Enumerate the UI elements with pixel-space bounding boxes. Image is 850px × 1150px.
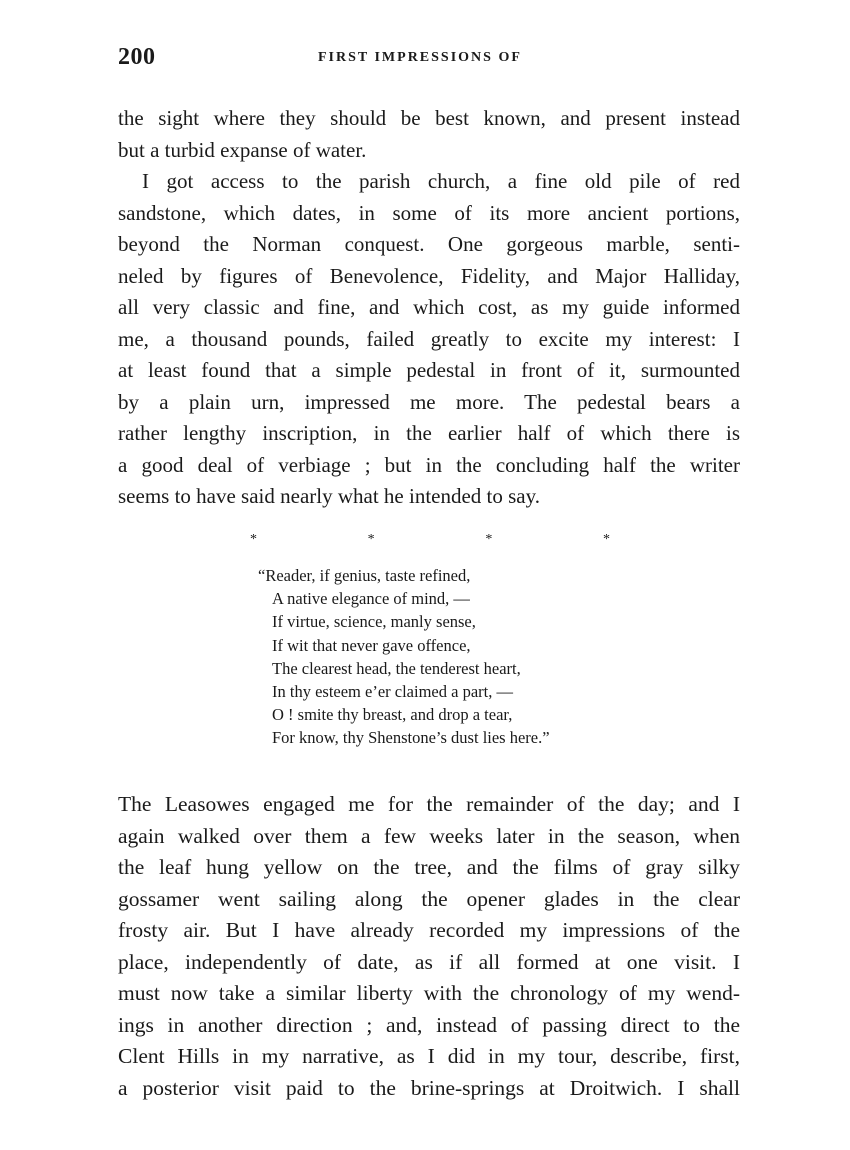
text-line: a posterior visit paid to the brine-springs at Droitwich. I shall [118, 1075, 740, 1100]
text-line: the sight where they should be best known, and present instead [118, 106, 740, 130]
poem-line: A native elegance of mind, — [272, 589, 470, 609]
section-stars [250, 532, 610, 556]
text-line: the leaf hung yellow on the tree, and the films of gray silky [118, 855, 740, 879]
text-line: all very classic and fine, and which cost, as my guide informed [118, 295, 740, 319]
text-line: at least found that a simple pedestal in front of it, surmounted [118, 358, 740, 382]
text-line: gossamer went sailing along the opener glades in the clear [118, 886, 740, 911]
poem-line: The clearest head, the tenderest heart, [272, 658, 521, 678]
text-line: sandstone, which dates, in some of its more ancient portions, [118, 200, 740, 225]
text-line: rather lengthy inscription, in the earlier half of which there is [118, 421, 740, 445]
text-line: place, independently of date, as if all formed at one visit. I [118, 949, 740, 974]
text-line: must now take a similar liberty with the chronology of my wend- [118, 981, 740, 1005]
text-line: The Leasowes engaged me for the remainder of the day; and I [118, 792, 740, 816]
poem-line: In thy esteem e’er claimed a part, — [272, 682, 513, 702]
page-number: 200 [118, 44, 156, 70]
text-line: me, a thousand pounds, failed greatly to excite my interest: I [118, 326, 740, 351]
star-ornament: * [602, 532, 610, 547]
poem-line: If virtue, science, manly sense, [272, 612, 476, 632]
star-ornament: * [250, 532, 257, 547]
star-ornament: * [485, 532, 493, 547]
page-header [118, 44, 738, 80]
star-ornament: * [367, 532, 375, 547]
epitaph-poem [258, 564, 678, 750]
text-line: seems to have said nearly what he intended to say. [118, 484, 541, 508]
text-line: again walked over them a few weeks later in the season, when [118, 823, 740, 848]
text-line: beyond the Norman conquest. One gorgeous marble, senti- [118, 232, 740, 256]
poem-line: For know, thy Shenstone’s dust lies here.” [272, 728, 550, 748]
text-line: a good deal of verbiage ; but in the concluding half the writer [118, 452, 740, 477]
text-line: but a turbid expanse of water. [118, 137, 367, 162]
text-line: by a plain urn, impressed me more. The pedestal bears a [118, 389, 740, 414]
text-line: I got access to the parish church, a fine old pile of red [142, 169, 740, 193]
poem-line: If wit that never gave offence, [272, 635, 471, 655]
paragraph-continued [118, 103, 740, 166]
paragraph-parish-church [118, 166, 740, 513]
text-line: frosty air. But I have already recorded my impressions of the [118, 918, 740, 942]
text-line: ings in another direction ; and, instead of passing direct to the [118, 1012, 740, 1037]
poem-line: O ! smite thy breast, and drop a tear, [272, 705, 513, 725]
running-title: FIRST IMPRESSIONS OF [318, 50, 522, 65]
paragraph-leasowes [118, 789, 740, 1104]
text-line: Clent Hills in my narrative, as I did in my tour, describe, first, [118, 1044, 740, 1068]
text-line: neled by figures of Benevolence, Fidelity, and Major Halliday, [118, 263, 740, 288]
poem-line: “Reader, if genius, taste refined, [258, 566, 471, 585]
